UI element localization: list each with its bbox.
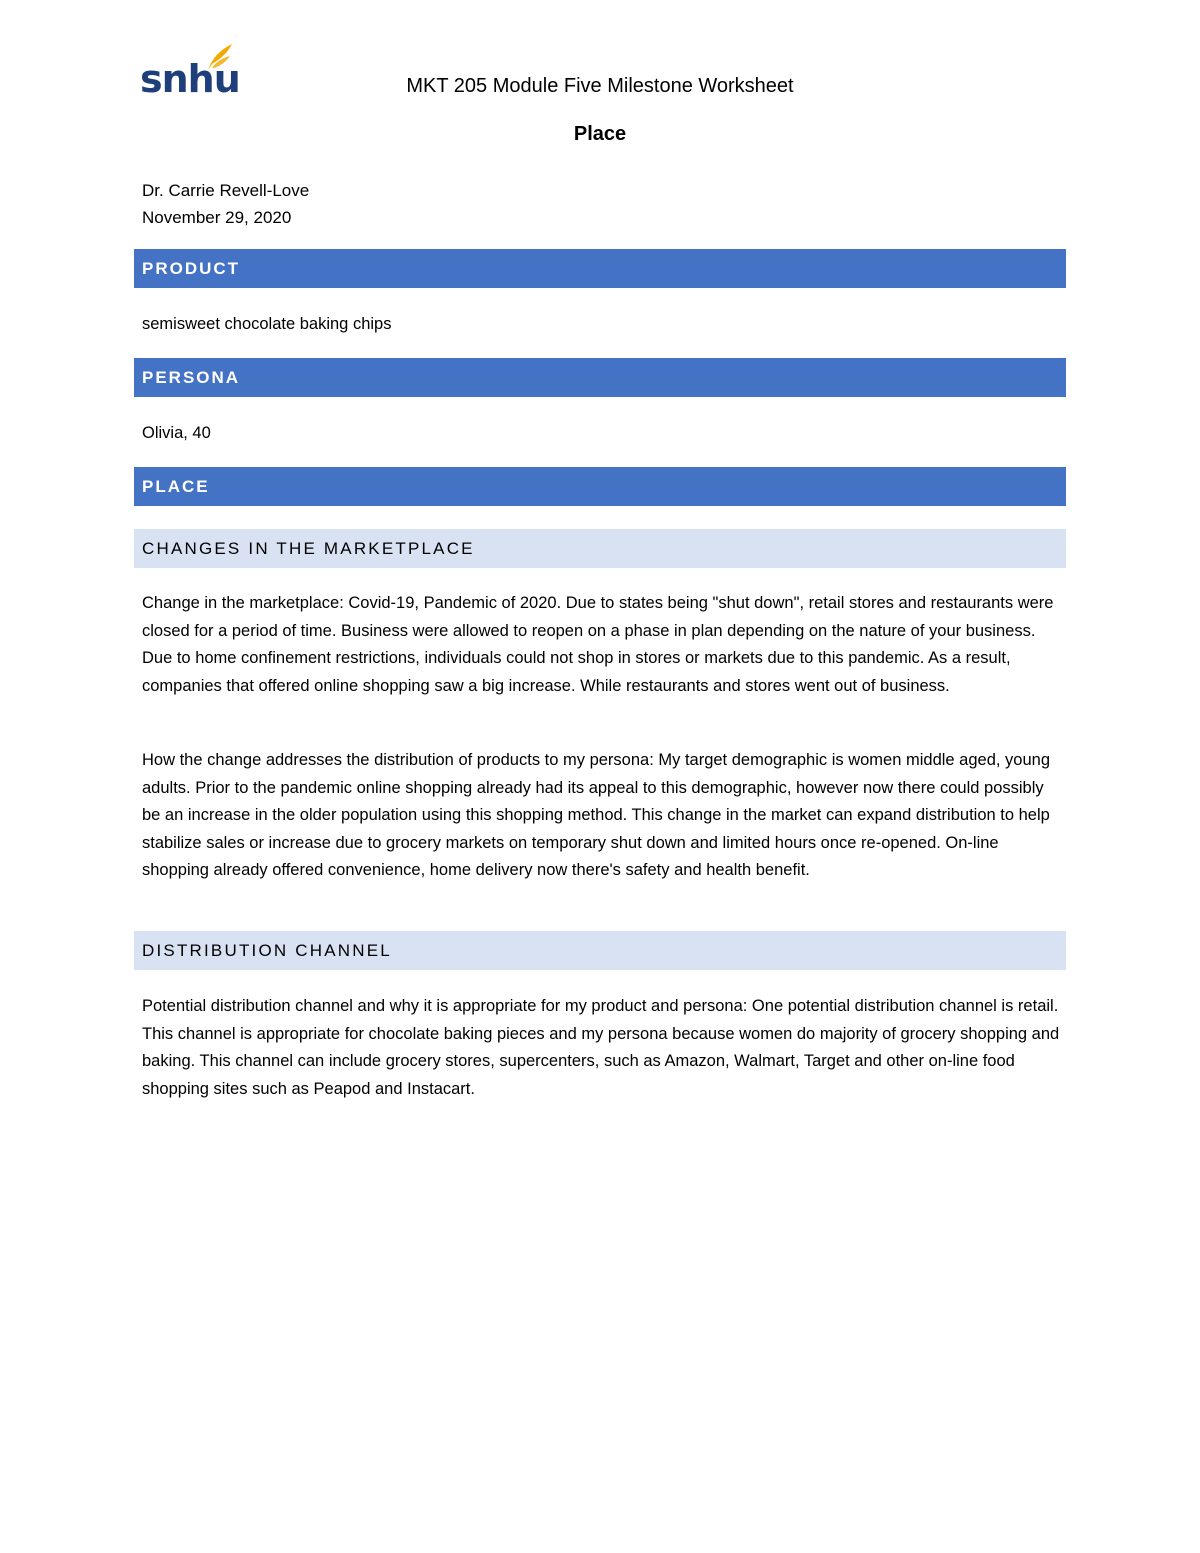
- logo-wordmark: snhu: [140, 57, 240, 101]
- changes-paragraph-2: How the change addresses the distribution of products to my persona: My target demographic is women middle aged, young adults. Prior to the pandemic online shopping already had its appeal to this demographic, however now there could possibly be an increase in the older population using this shopping method. This change in the market can expand distribution to help stabilize sales or increase due to grocery markets on temporary shut down and limited hours once re-opened. On-line shopping already offered convenience, home delivery now there's safety and health benefit.: [142, 751, 1050, 879]
- section-heading-place: PLACE: [134, 467, 1066, 506]
- product-content: semisweet chocolate baking chips: [142, 315, 392, 333]
- author-date: November 29, 2020: [142, 208, 292, 227]
- document-subtitle: Place: [573, 123, 627, 145]
- changes-paragraph-1: Change in the marketplace: Covid-19, Pandemic of 2020. Due to states being "shut down", retail stores and restaurants were closed for a period of time. Business were allowed to reopen on a phase in plan depending on the nature of your business. Due to home confinement restrictions, individuals could not shop in stores or markets due to this pandemic. As a result, companies that offered online shopping saw a big increase. While restaurants and stores went out of business.: [142, 594, 1054, 695]
- distribution-paragraph: Potential distribution channel and why it is appropriate for my product and persona: One potential distribution channel is retail. This channel is appropriate for chocolate baking pieces and my persona because women do majority of grocery shopping and baking. This channel can include grocery stores, supercenters, such as Amazon, Walmart, Target and other on-line food shopping sites such as Peapod and Instacart.: [142, 997, 1060, 1098]
- subsection-heading-changes: CHANGES IN THE MARKETPLACE: [134, 529, 1066, 568]
- subsection-heading-distribution: DISTRIBUTION CHANNEL: [134, 931, 1066, 970]
- author-name: Dr. Carrie Revell-Love: [142, 181, 310, 200]
- section-heading-persona: PERSONA: [134, 358, 1066, 397]
- author-block: [142, 177, 309, 231]
- section-heading-product: PRODUCT: [134, 249, 1066, 288]
- document-title: MKT 205 Module Five Milestone Worksheet: [406, 75, 794, 97]
- persona-content: Olivia, 40: [142, 424, 211, 442]
